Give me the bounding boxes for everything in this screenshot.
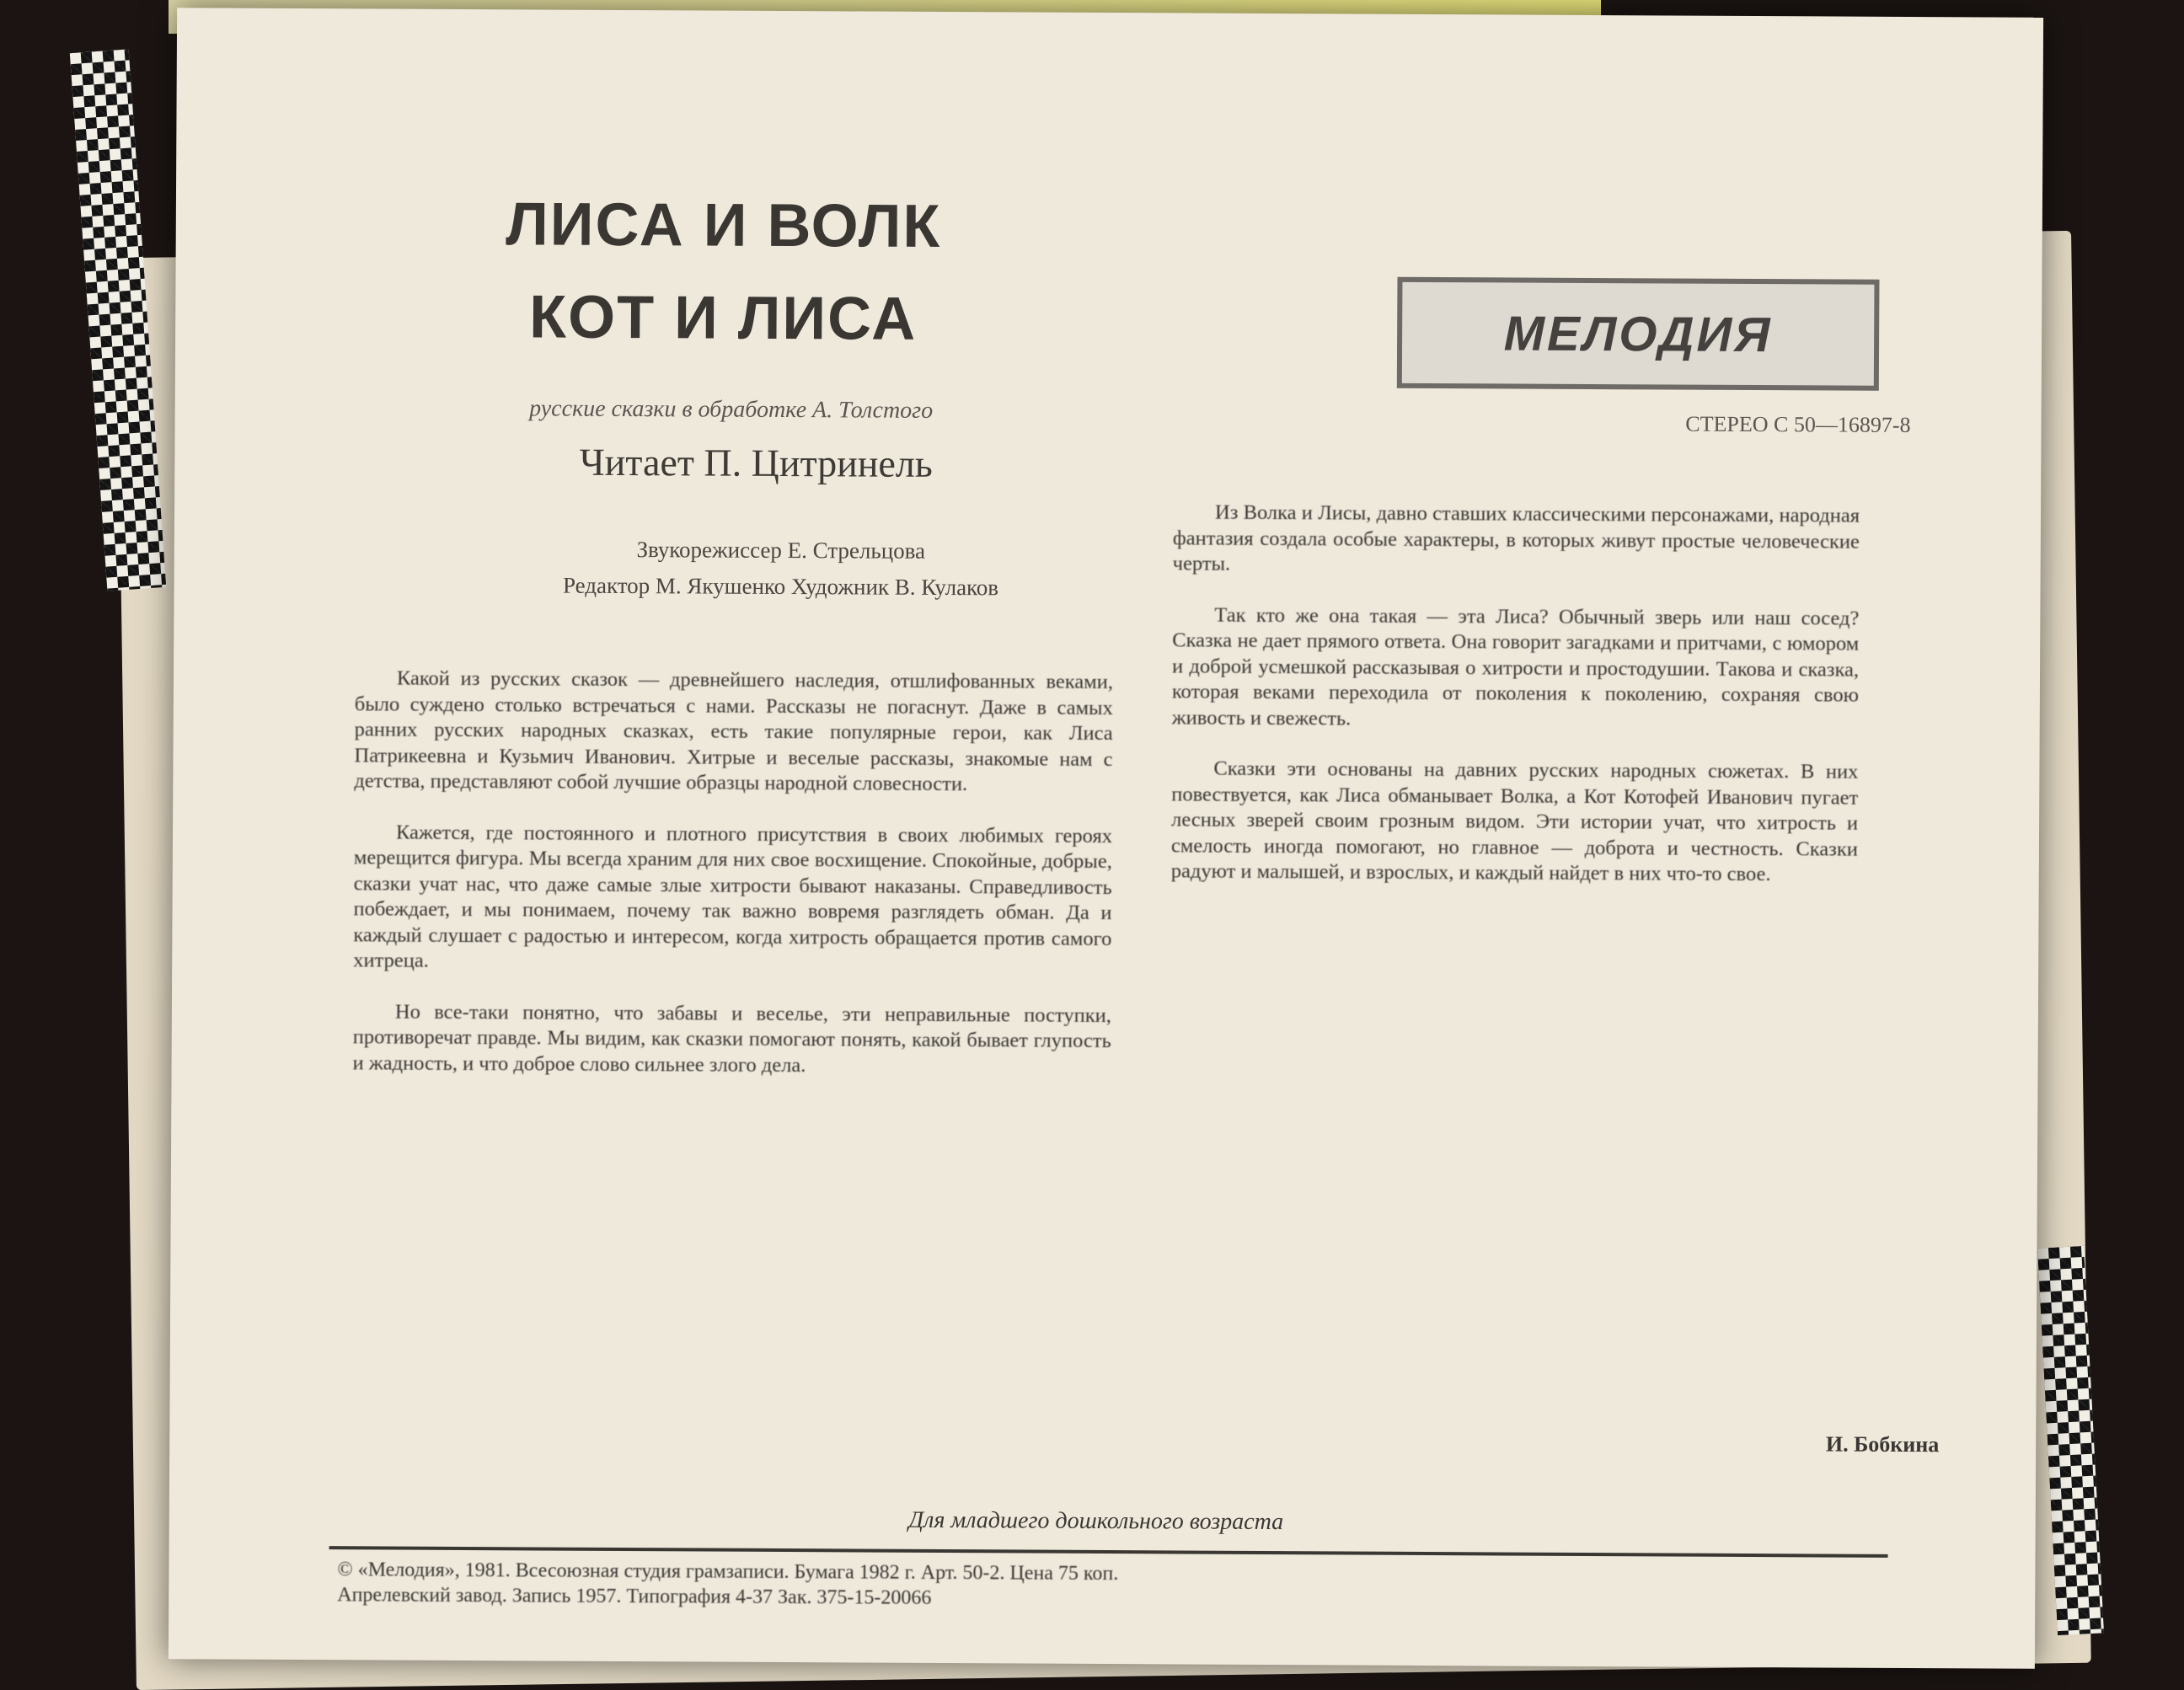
imprint-footer: [337, 1557, 1904, 1616]
catalog-number: СТЕРЕО С 50—16897-8: [1685, 411, 1911, 437]
imprint-line-2: Апрелевский завод. Запись 1957. Типография 4-37 Зак. 375-15-20066: [337, 1584, 932, 1609]
title-line-2: КОТ И ЛИСА: [528, 283, 918, 353]
melodiya-logo: [1397, 277, 1880, 391]
liner-notes-left-column: [351, 666, 1113, 1470]
editor-artist-credit: Редактор М. Якушенко Художник В. Кулаков: [562, 572, 999, 601]
subtitle: русские сказки в обработке А. Толстого: [529, 395, 934, 424]
age-note: Для младшего дошкольного возраста: [908, 1506, 1284, 1536]
paragraph: Какой из русских сказок — древнейшего наследия, отшлифованных веками, было суждено столько встречаться с нами. Рассказы не погаснут. Даже в самых ранних русских народных сказках, есть такие популярные герои, как Лиса Патрикеевна и Кузьмич Иванович. Хитрые и веселые рассказы, знакомые нам с детства, представляют собой лучшие образцы народной словесности.: [354, 666, 1114, 796]
paragraph: Но все-таки понятно, что забавы и веселье, эти неправильные поступки, противоречат правде. Мы видим, как сказки помогают понять, какой бывает глупость и жадность, и что доброе слово сильнее злого дела.: [352, 1000, 1111, 1077]
sound-engineer-credit: Звукорежиссер Е. Стрельцова: [636, 537, 926, 564]
author-signature: И. Бобкина: [1825, 1431, 1940, 1457]
title-line-1: ЛИСА И ВОЛК: [506, 190, 942, 260]
imprint-line-1: © «Мелодия», 1981. Всесоюзная студия грамзаписи. Бумага 1982 г. Арт. 50-2. Цена 75 коп.: [337, 1559, 1119, 1586]
record-title: [470, 178, 977, 366]
paragraph: Так кто же она такая — эта Лиса? Обычный зверь или наш сосед? Сказка не дает прямого ответа. Она говорит загадками и притчами, с юмором и доброй усмешкой рассказывая о хитрости и простодушии. Такова и сказка, которая веками переходила от поколения к поколению, сохраняя свою живость и свежесть.: [1171, 603, 1860, 730]
paragraph: Сказки эти основаны на давних русских народных сюжетах. В них повествуется, как Лиса обманывает Волка, а Кот Котофей Иванович пугает лесных зверей своим грозным видом. Эти истории учат, что хитрость и смелость иногда помогают, но главное — доброта и честность. Сказки радуют и малышей, и взрослых, и каждый найдет в них что-то свое.: [1170, 757, 1859, 886]
record-insert-sheet: [169, 8, 2043, 1669]
paragraph: Кажется, где постоянного и плотного присутствия в своих любимых героях мерещится фигура. Мы всегда храним для них свое восхищение. Спокойные, добрые, сказки учат нас, что даже самые злые хитрости бывают наказаны. Справедливость побеждает, и мы понимаем, почему так важно вовремя разглядеть обман. Да и каждый слушает с радостью и интересом, когда хитрость обращается против самого хитреца.: [353, 821, 1113, 972]
liner-notes-right-column: [1168, 500, 1860, 1417]
footer-divider: [329, 1546, 1888, 1558]
logo-text: МЕЛОДИЯ: [1503, 305, 1773, 362]
paragraph: Из Волка и Лисы, давно ставших классическими персонажами, народная фантазия создала особые характеры, в которых живут простые человеческие черты.: [1172, 500, 1860, 575]
reader-credit: Читает П. Цитринель: [579, 440, 933, 485]
